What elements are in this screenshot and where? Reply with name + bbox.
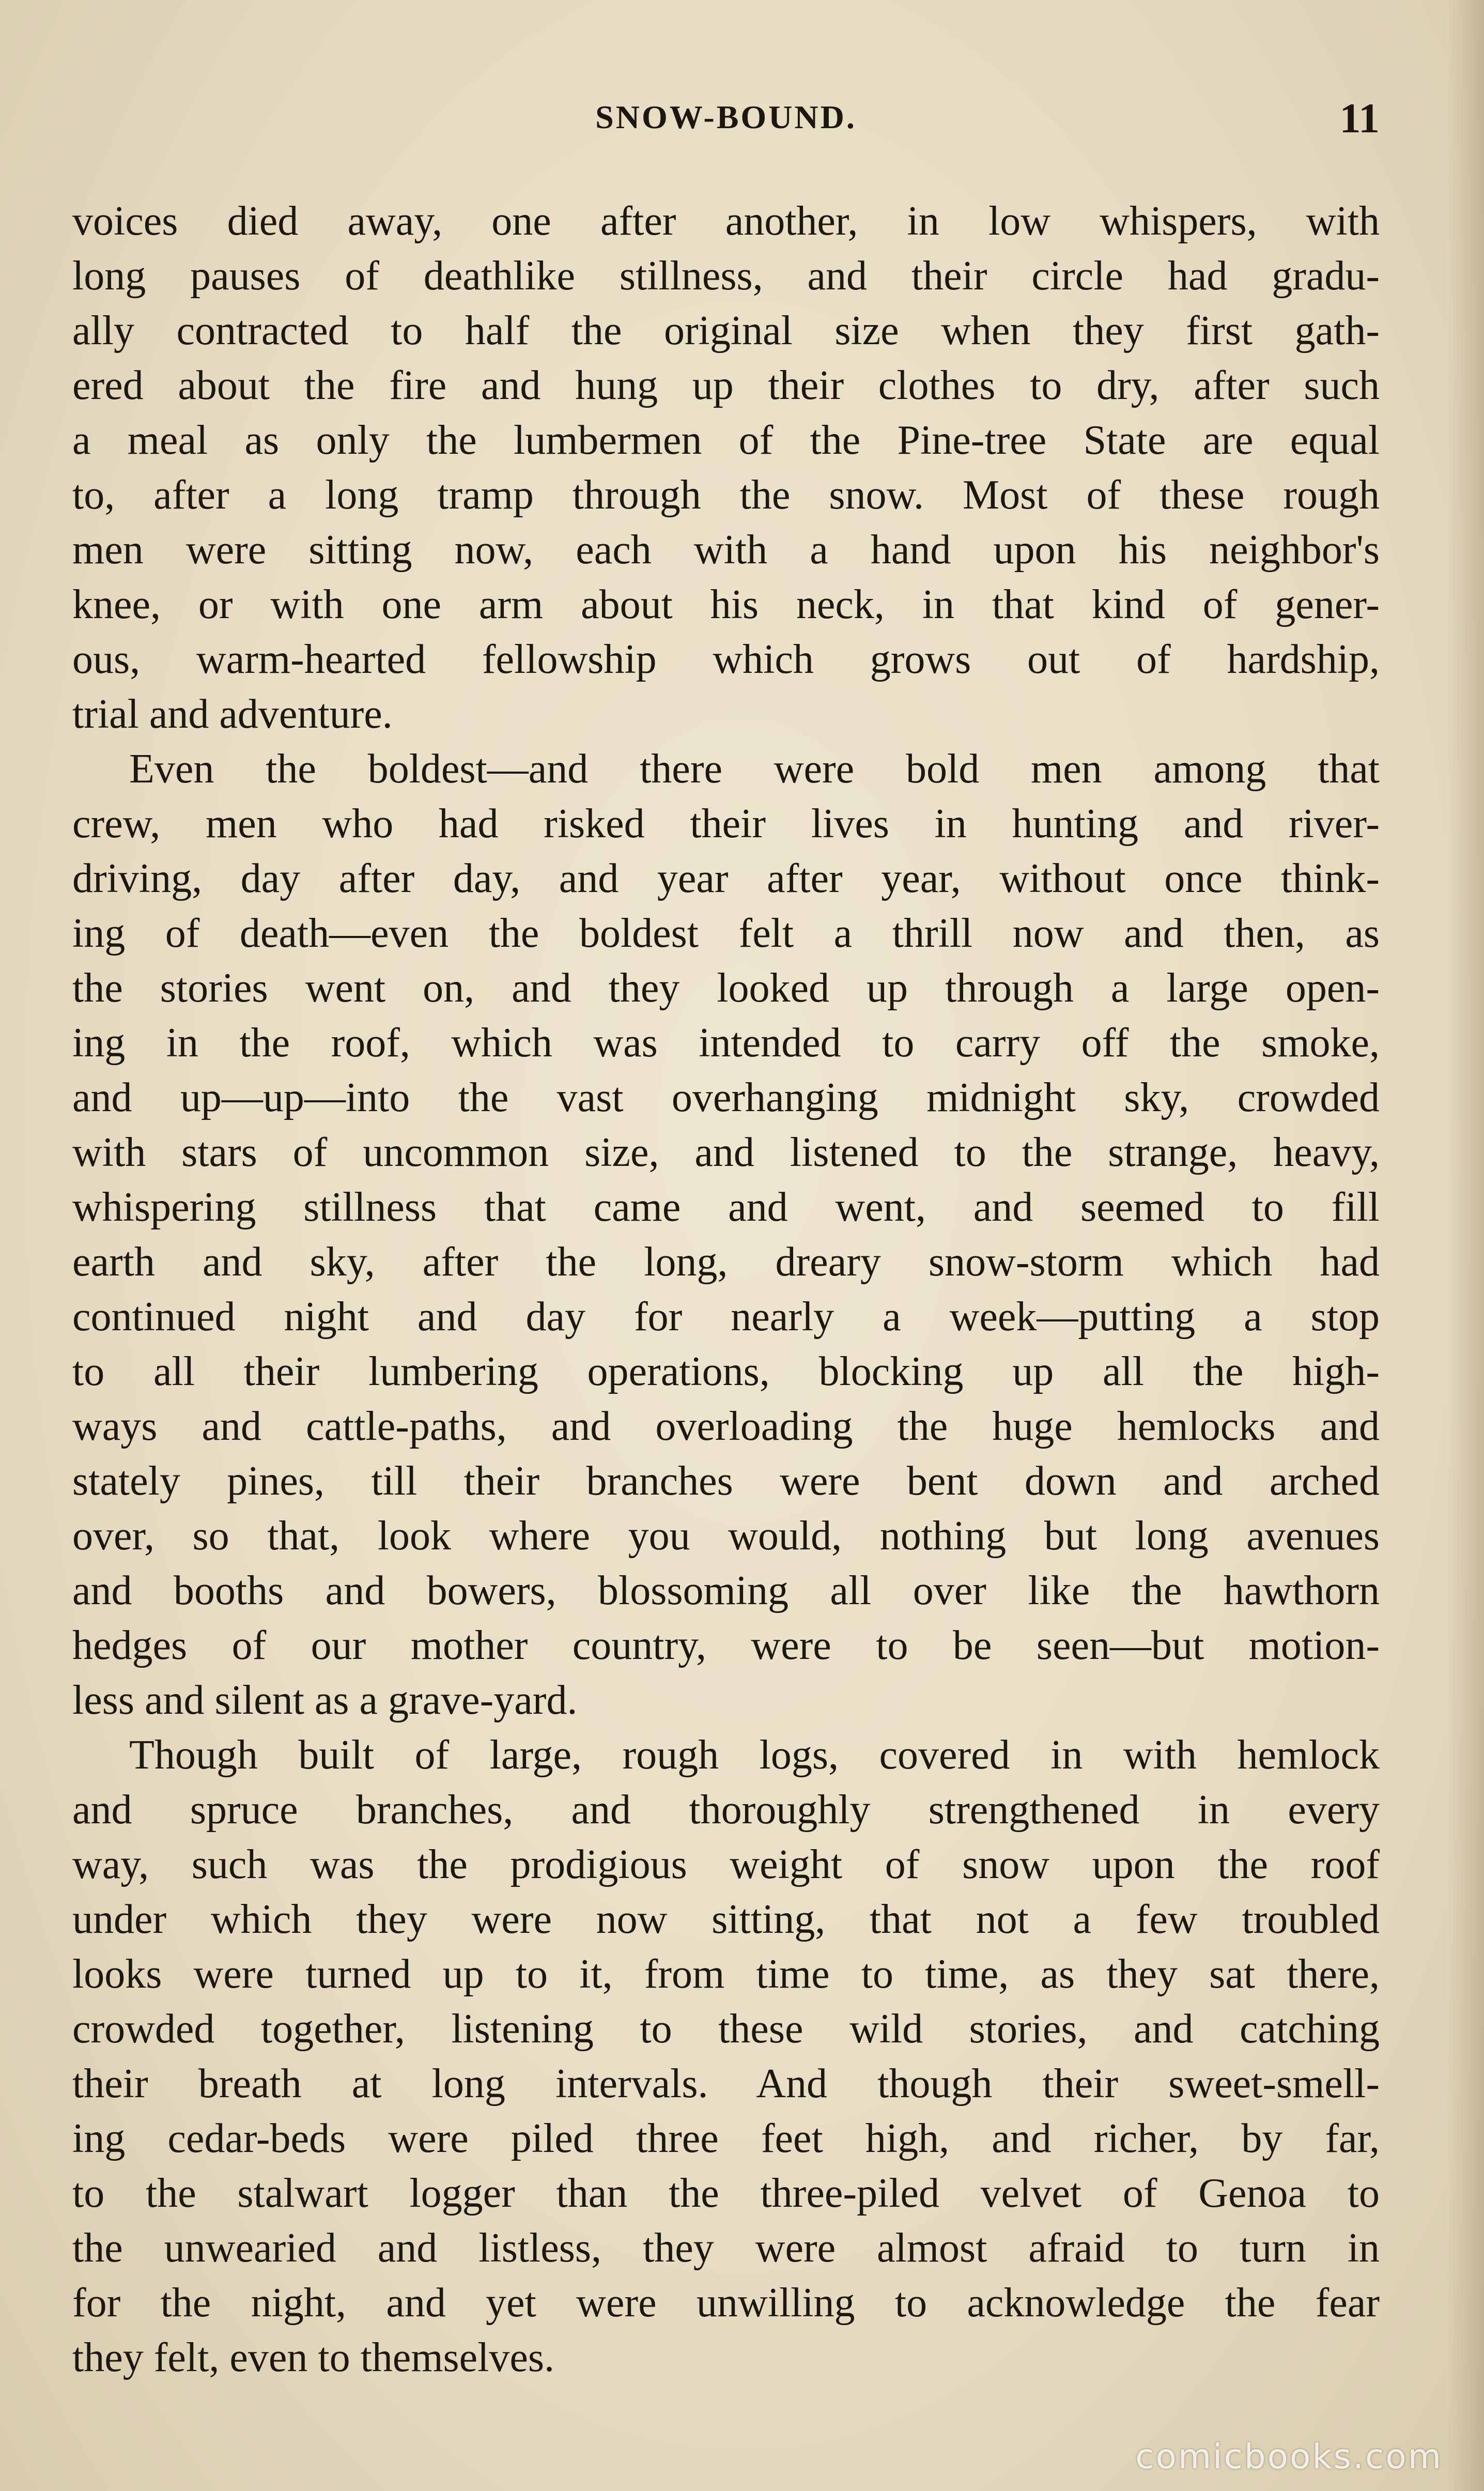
text-line: men were sitting now, each with a hand upon his neighbor's: [72, 527, 1380, 573]
text-line: to the stalwart logger than the three-piled velvet of Genoa to: [72, 2171, 1380, 2216]
page-header: [72, 95, 1380, 145]
text-line: ways and cattle-paths, and overloading the huge hemlocks and: [72, 1404, 1380, 1449]
text-line: to all their lumbering operations, blocking up all the high-: [72, 1349, 1380, 1394]
text-line: and up—up—into the vast overhanging midnight sky, crowded: [72, 1075, 1380, 1120]
text-line: ing in the roof, which was intended to carry off the smoke,: [72, 1020, 1380, 1066]
watermark: comicbooks.com: [1135, 2437, 1443, 2477]
text-line: earth and sky, after the long, dreary snow-storm which had: [72, 1239, 1380, 1285]
text-line: knee, or with one arm about his neck, in that kind of gener-: [72, 582, 1380, 627]
text-line: a meal as only the lumbermen of the Pine-tree State are equal: [72, 418, 1380, 463]
page-number: 11: [1339, 95, 1380, 142]
text-line: ing cedar-beds were piled three feet high, and richer, by far,: [72, 2116, 1380, 2161]
text-line: and spruce branches, and thoroughly strengthened in every: [72, 1787, 1380, 1833]
text-line: Though built of large, rough logs, covered in with hemlock: [129, 1732, 1380, 1778]
text-line: driving, day after day, and year after year, without once think-: [72, 856, 1380, 901]
text-line: trial and adventure.: [72, 691, 393, 737]
text-line: stately pines, till their branches were bent down and arched: [72, 1458, 1380, 1504]
text-line: crew, men who had risked their lives in hunting and river-: [72, 801, 1380, 847]
text-line: ous, warm-hearted fellowship which grows out of hardship,: [72, 637, 1380, 682]
text-line: whispering stillness that came and went, and seemed to fill: [72, 1185, 1380, 1230]
text-line: ered about the fire and hung up their clothes to dry, after such: [72, 363, 1380, 408]
text-line: under which they were now sitting, that not a few troubled: [72, 1897, 1380, 1942]
text-line: continued night and day for nearly a week—putting a stop: [72, 1294, 1380, 1340]
text-line: the stories went on, and they looked up through a large open-: [72, 965, 1380, 1011]
paragraph-1: [72, 194, 1380, 742]
text-line: for the night, and yet were unwilling to acknowledge the fear: [72, 2280, 1380, 2326]
text-line: looks were turned up to it, from time to time, as they sat there,: [72, 1951, 1380, 1997]
running-head: SNOW-BOUND.: [595, 99, 857, 135]
text-line: with stars of uncommon size, and listened to the strange, heavy,: [72, 1130, 1380, 1175]
text-line: crowded together, listening to these wild stories, and catching: [72, 2006, 1380, 2052]
text-line: and booths and bowers, blossoming all over like the hawthorn: [72, 1568, 1380, 1613]
body-text: [72, 194, 1380, 2385]
paragraph-3: [72, 1728, 1380, 2385]
text-line: less and silent as a grave-yard.: [72, 1678, 578, 1723]
text-line: hedges of our mother country, were to be seen—but motion-: [72, 1623, 1380, 1668]
text-line: over, so that, look where you would, nothing but long avenues: [72, 1513, 1380, 1559]
text-line: to, after a long tramp through the snow. Most of these rough: [72, 472, 1380, 518]
text-line: the unwearied and listless, they were almost afraid to turn in: [72, 2225, 1380, 2271]
text-line: Even the boldest—and there were bold men among that: [129, 746, 1380, 792]
text-line: way, such was the prodigious weight of snow upon the roof: [72, 1842, 1380, 1887]
text-line: ally contracted to half the original size when they first gath-: [72, 308, 1380, 353]
page-edge-shadow: [1447, 0, 1484, 2491]
text-line: their breath at long intervals. And though their sweet-smell-: [72, 2061, 1380, 2106]
text-line: ing of death—even the boldest felt a thrill now and then, as: [72, 911, 1380, 956]
paragraph-2: [72, 742, 1380, 1728]
text-line: they felt, even to themselves.: [72, 2335, 555, 2380]
text-line: voices died away, one after another, in low whispers, with: [72, 198, 1380, 244]
text-line: long pauses of deathlike stillness, and their circle had gradu-: [72, 253, 1380, 299]
